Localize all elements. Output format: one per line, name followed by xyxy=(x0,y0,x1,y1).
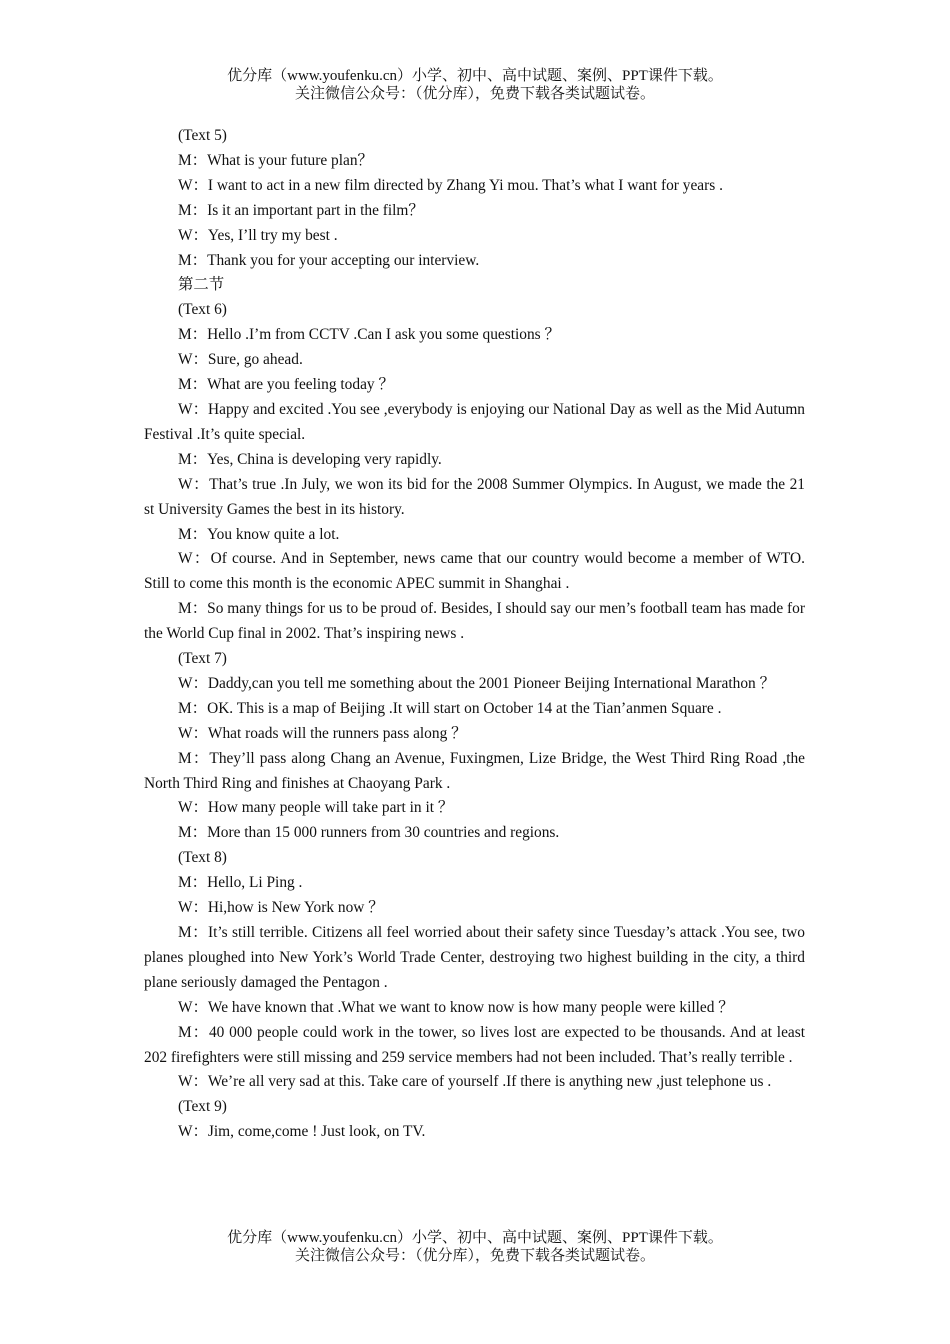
paragraph: M：Yes, China is developing very rapidly. xyxy=(178,450,442,468)
paragraph: W：Of course. And in September, news came that our country would become a member of WTO. Still to come this month is the economic APEC summit in Shanghai . xyxy=(144,550,805,593)
page-header xyxy=(0,67,950,103)
page-footer xyxy=(0,1229,950,1265)
paragraph: (Text 6) xyxy=(178,301,227,319)
paragraph: (Text 5) xyxy=(178,127,227,144)
paragraph: M：It’s still terrible. Citizens all feel worried about their safety since Tuesday’s attack .You see, two planes ploughed into New York’s World Trade Center, destroying two highest building in the city, a third plane seriously damaged the Pentagon . xyxy=(144,924,805,991)
paragraph: M：What is your future plan？ xyxy=(178,151,373,169)
paragraph: M：Is it an important part in the film？ xyxy=(178,201,424,219)
paragraph: W：We’re all very sad at this. Take care of yourself .If there is anything new ,just telephone us . xyxy=(178,1073,772,1091)
paragraph: (Text 7) xyxy=(178,650,227,668)
paragraph: M：Thank you for your accepting our interview. xyxy=(178,251,480,269)
footer-line-2: 关注微信公众号：（优分库），免费下载各类试题试卷。 xyxy=(294,1248,655,1264)
paragraph: (Text 8) xyxy=(178,849,227,867)
paragraph: M：More than 15 000 runners from 30 countries and regions. xyxy=(178,824,560,842)
paragraph: M：What are you feeling today ？ xyxy=(178,376,394,394)
paragraph: W：How many people will take part in it ？ xyxy=(178,799,454,817)
paragraph: W：We have known that .What we want to know now is how many people were killed ？ xyxy=(178,998,734,1016)
paragraph: W：Daddy,can you tell me something about the 2001 Pioneer Beijing International Marathon ？ xyxy=(178,674,775,692)
paragraph: M：Hello .I’m from CCTV .Can I ask you some questions ？ xyxy=(178,326,560,344)
section-heading: 第二节 xyxy=(178,276,225,294)
paragraph: W：That’s true .In July, we won its bid for the 2008 Summer Olympics. In August, we made the 21 st University Games the best in its history. xyxy=(144,475,805,518)
footer-line-1: 优分库（www.youfenku.cn）小学、初中、高中试题、案例、PPT课件下载。 xyxy=(227,1230,723,1246)
paragraph: W：Sure, go ahead. xyxy=(178,351,303,369)
header-line-2: 关注微信公众号：（优分库），免费下载各类试题试卷。 xyxy=(294,86,655,102)
paragraph: M：You know quite a lot. xyxy=(178,525,340,543)
document-body xyxy=(144,124,805,1145)
paragraph: W：Hi,how is New York now ？ xyxy=(178,899,384,917)
paragraph: W：Jim, come,come ! Just look, on TV. xyxy=(178,1123,426,1141)
paragraph: M：OK. This is a map of Beijing .It will start on October 14 at the Tian’anmen Square . xyxy=(178,699,722,717)
header-line-1: 优分库（www.youfenku.cn）小学、初中、高中试题、案例、PPT课件下载。 xyxy=(227,68,723,84)
paragraph: (Text 9) xyxy=(178,1098,227,1116)
paragraph: M：They’ll pass along Chang an Avenue, Fuxingmen, Lize Bridge, the West Third Ring Road ,the North Third Ring and finishes at Chaoyang Park . xyxy=(144,749,805,792)
paragraph: W：I want to act in a new film directed by Zhang Yi mou. That’s what I want for years . xyxy=(178,176,723,194)
paragraph: M：Hello, Li Ping . xyxy=(178,874,303,892)
paragraph: M：40 000 people could work in the tower, so lives lost are expected to be thousands. And at least 202 firefighters were still missing and 259 service members had not been included. That’s really terrible . xyxy=(144,1023,805,1066)
paragraph: W：Happy and excited .You see ,everybody is enjoying our National Day as well as the Mid Autumn Festival .It’s quite special. xyxy=(144,400,805,443)
paragraph: W：What roads will the runners pass along ？ xyxy=(178,724,467,742)
paragraph: W：Yes, I’ll try my best . xyxy=(178,226,338,244)
paragraph: M：So many things for us to be proud of. Besides, I should say our men’s football team has made for the World Cup final in 2002. That’s inspiring news . xyxy=(144,600,805,643)
